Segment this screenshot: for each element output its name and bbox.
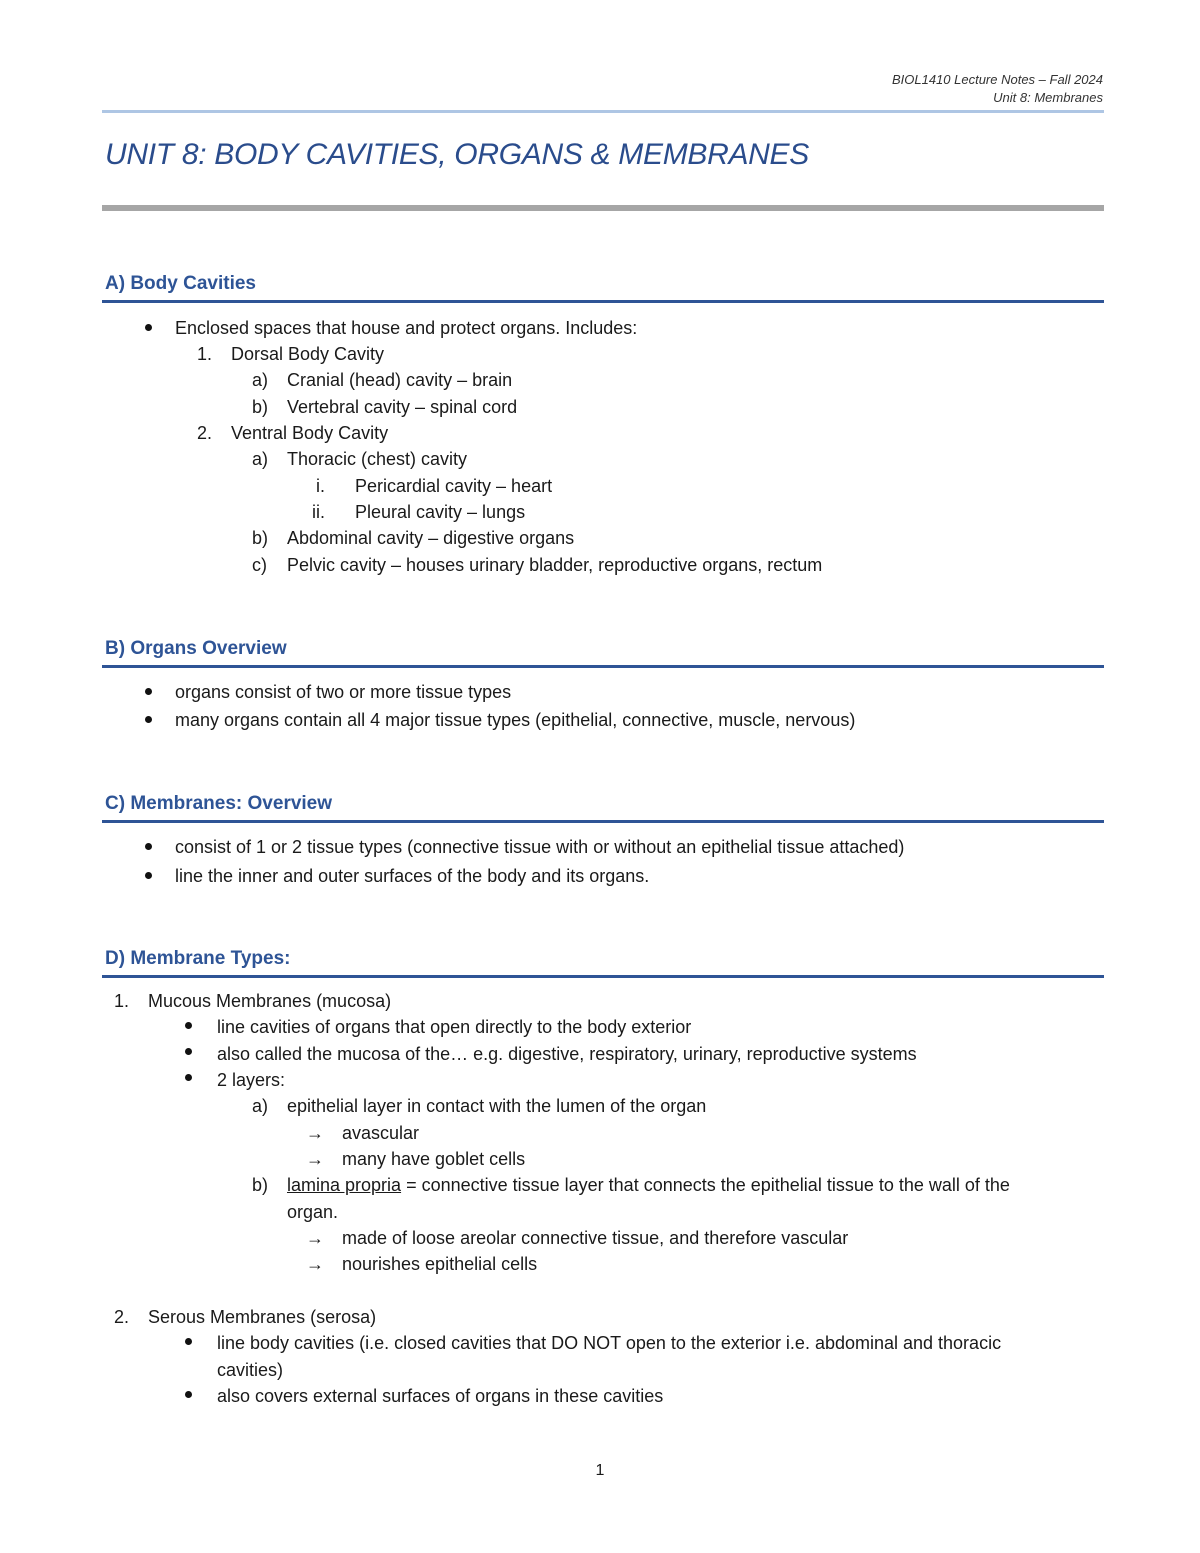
running-header-course: BIOL1410 Lecture Notes – Fall 2024 xyxy=(891,72,1103,87)
lamina-propria-line xyxy=(287,1172,1010,1198)
header-rule xyxy=(102,110,1104,113)
section-b-bullet-2: many organs contain all 4 major tissue types (epithelial, connective, muscle, nervous) xyxy=(175,710,856,730)
ventral-cavity: Ventral Body Cavity xyxy=(231,423,389,443)
section-c-rule xyxy=(102,820,1104,823)
section-c-heading: C) Membranes: Overview xyxy=(105,793,333,814)
lamina-point-2: nourishes epithelial cells xyxy=(342,1254,538,1274)
list-roman: ii. xyxy=(312,502,325,522)
mucous-membranes: Mucous Membranes (mucosa) xyxy=(148,991,392,1011)
bullet-icon xyxy=(145,843,152,850)
page-title: UNIT 8: BODY CAVITIES, ORGANS & MEMBRANES xyxy=(105,138,809,171)
abdominal-cavity: Abdominal cavity – digestive organs xyxy=(287,528,575,548)
bullet-icon xyxy=(145,324,152,331)
list-number: 1. xyxy=(197,344,213,364)
epithelial-point-2: many have goblet cells xyxy=(342,1149,526,1169)
bullet-icon xyxy=(185,1074,192,1081)
cranial-cavity: Cranial (head) cavity – brain xyxy=(287,370,513,390)
bullet-icon xyxy=(145,716,152,723)
serous-bullet-1: line body cavities (i.e. closed cavities that DO NOT open to the exterior i.e. abdominal and thoracic xyxy=(217,1333,1002,1353)
lamina-propria-term: lamina propria xyxy=(287,1175,402,1195)
section-c-bullet-1: consist of 1 or 2 tissue types (connective tissue with or without an epithelial tissue attached) xyxy=(175,837,905,857)
section-d-heading: D) Membrane Types: xyxy=(105,948,291,969)
list-letter: b) xyxy=(252,397,269,417)
mucous-bullet-2: also called the mucosa of the… e.g. digestive, respiratory, urinary, reproductive systems xyxy=(217,1044,917,1064)
pleural-cavity: Pleural cavity – lungs xyxy=(355,502,526,522)
running-header-unit: Unit 8: Membranes xyxy=(993,90,1103,105)
lamina-point-1: made of loose areolar connective tissue, and therefore vascular xyxy=(342,1228,849,1248)
serous-bullet-2: also covers external surfaces of organs in these cavities xyxy=(217,1386,664,1406)
list-number: 2. xyxy=(114,1307,130,1327)
lamina-propria-continuation: organ. xyxy=(287,1202,339,1222)
serous-membranes: Serous Membranes (serosa) xyxy=(148,1307,377,1327)
list-letter: a) xyxy=(252,449,269,469)
vertebral-cavity: Vertebral cavity – spinal cord xyxy=(287,397,518,417)
list-letter: a) xyxy=(252,1096,269,1116)
pelvic-cavity: Pelvic cavity – houses urinary bladder, reproductive organs, rectum xyxy=(287,555,823,575)
title-rule xyxy=(102,205,1104,211)
arrow-icon: → xyxy=(306,1254,324,1274)
bullet-icon xyxy=(185,1022,192,1029)
section-b-rule xyxy=(102,665,1104,668)
section-a-rule xyxy=(102,300,1104,303)
section-a-heading: A) Body Cavities xyxy=(105,273,256,294)
bullet-icon xyxy=(145,688,152,695)
mucous-bullet-3: 2 layers: xyxy=(217,1070,286,1090)
section-a-bullet: Enclosed spaces that house and protect organs. Includes: xyxy=(175,318,638,338)
arrow-icon: → xyxy=(306,1123,324,1143)
section-b-heading: B) Organs Overview xyxy=(105,638,287,659)
list-number: 2. xyxy=(197,423,213,443)
arrow-icon: → xyxy=(306,1149,324,1169)
list-letter: a) xyxy=(252,370,269,390)
section-c-bullet-2: line the inner and outer surfaces of the body and its organs. xyxy=(175,866,650,886)
bullet-icon xyxy=(185,1048,192,1055)
lamina-propria-definition: = connective tissue layer that connects the epithelial tissue to the wall of the xyxy=(401,1175,1010,1195)
list-letter: b) xyxy=(252,528,269,548)
pericardial-cavity: Pericardial cavity – heart xyxy=(355,476,553,496)
epithelial-point-1: avascular xyxy=(342,1123,420,1143)
section-b-bullet-1: organs consist of two or more tissue types xyxy=(175,682,512,702)
mucous-bullet-1: line cavities of organs that open directly to the body exterior xyxy=(217,1017,692,1037)
arrow-icon: → xyxy=(306,1228,324,1248)
dorsal-cavity: Dorsal Body Cavity xyxy=(231,344,385,364)
list-letter: c) xyxy=(252,555,267,575)
page-number: 1 xyxy=(595,1462,605,1479)
serous-bullet-1-continuation: cavities) xyxy=(217,1360,284,1380)
epithelial-layer: epithelial layer in contact with the lumen of the organ xyxy=(287,1096,707,1116)
bullet-icon xyxy=(185,1391,192,1398)
bullet-icon xyxy=(145,872,152,879)
list-roman: i. xyxy=(316,476,325,496)
bullet-icon xyxy=(185,1338,192,1345)
list-letter: b) xyxy=(252,1175,269,1195)
thoracic-cavity: Thoracic (chest) cavity xyxy=(287,449,468,469)
section-d-rule xyxy=(102,975,1104,978)
list-number: 1. xyxy=(114,991,130,1011)
